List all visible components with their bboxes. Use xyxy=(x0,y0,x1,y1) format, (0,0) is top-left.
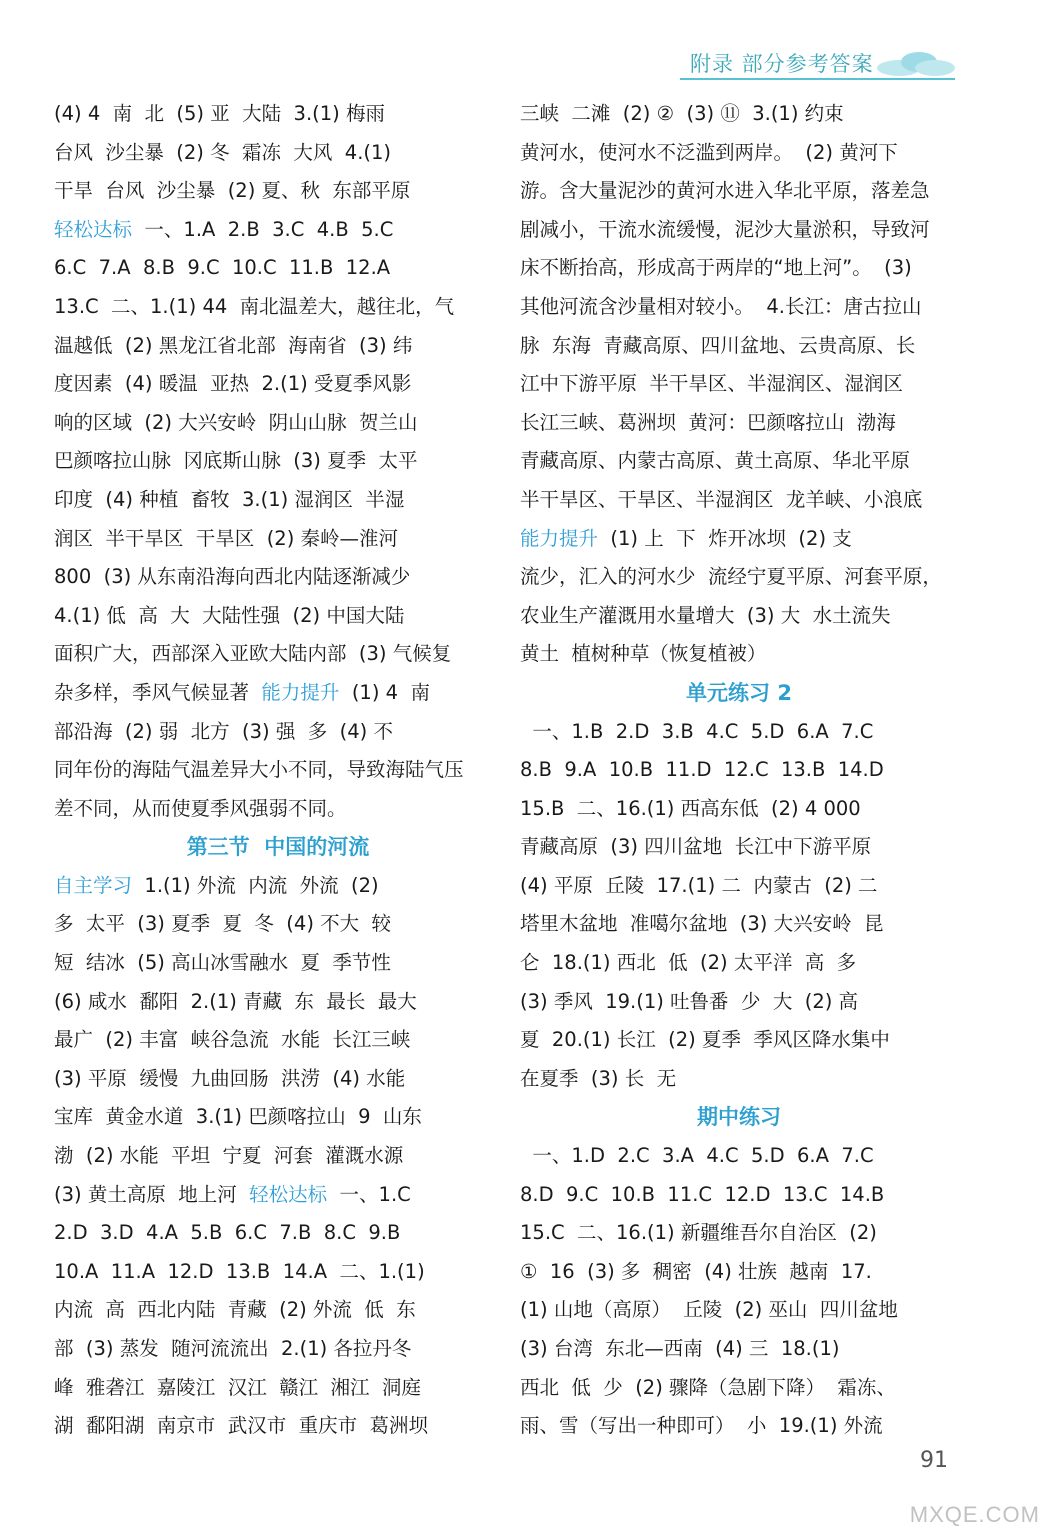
answer-line xyxy=(54,635,502,674)
answer-line xyxy=(54,211,502,250)
answer-text: 青藏高原、内蒙古高原、黄土高原、华北平原 xyxy=(520,449,911,473)
answer-text: 宝库 黄金水道 3.(1) 巴颜喀拉山 9 山东 xyxy=(54,1105,422,1129)
answer-text: 农业生产灌溉用水量增大 (3) 大 水土流失 xyxy=(520,603,891,627)
section-heading: 期中练习 xyxy=(697,1105,781,1130)
answer-text: 度因素 (4) 暖温 亚热 2.(1) 受夏季风影 xyxy=(54,372,412,396)
answer-text: 温越低 (2) 黑龙江省北部 海南省 (3) 纬 xyxy=(54,333,413,357)
answer-line xyxy=(520,95,958,134)
answer-line xyxy=(54,905,502,944)
answer-text: 内流 高 西北内陆 青藏 (2) 外流 低 东 xyxy=(54,1298,416,1322)
answer-line xyxy=(54,1137,502,1176)
section-tag: 能力提升 xyxy=(520,526,599,550)
answer-text: ① 16 (3) 多 稠密 (4) 壮族 越南 17. xyxy=(520,1259,872,1283)
cloud-icon xyxy=(869,46,959,78)
answer-line xyxy=(520,828,958,867)
answer-text: 13.C 二、1.(1) 44 南北温差大，越往北，气 xyxy=(54,294,455,318)
answer-line xyxy=(520,404,958,443)
answer-line xyxy=(520,1330,958,1369)
answer-text: (3) 平原 缓慢 九曲回肠 洪涝 (4) 水能 xyxy=(54,1066,406,1090)
answer-line xyxy=(520,713,958,752)
answer-text: 仑 18.(1) 西北 低 (2) 太平洋 高 多 xyxy=(520,951,857,975)
answer-text: 一、1.D 2.C 3.A 4.C 5.D 6.A 7.C xyxy=(520,1144,874,1168)
answer-text: 青藏高原 (3) 四川盆地 长江中下游平原 xyxy=(520,835,872,859)
answer-line xyxy=(54,983,502,1022)
answer-text: 响的区域 (2) 大兴安岭 阴山山脉 贺兰山 xyxy=(54,410,418,434)
answer-text: 脉 东海 青藏高原、四川盆地、云贵高原、长 xyxy=(520,333,916,357)
answer-line xyxy=(520,327,958,366)
answer-line xyxy=(54,520,502,559)
answer-text: 塔里木盆地 准噶尔盆地 (3) 大兴安岭 昆 xyxy=(520,912,884,936)
answer-line xyxy=(520,1407,958,1446)
answer-text: 黄土 植树种草（恢复植被） xyxy=(520,642,767,666)
page-header xyxy=(620,46,955,80)
answer-text: 湖 鄱阳湖 南京市 武汉市 重庆市 葛洲坝 xyxy=(54,1414,428,1438)
answer-line xyxy=(520,751,958,790)
answer-text: 差不同，从而使夏季风强弱不同。 xyxy=(54,796,347,820)
answer-line xyxy=(54,1021,502,1060)
answer-line xyxy=(54,249,502,288)
answer-text: 部沿海 (2) 弱 北方 (3) 强 多 (4) 不 xyxy=(54,719,393,743)
answer-line xyxy=(54,365,502,404)
answer-line xyxy=(520,172,958,211)
answer-line xyxy=(54,1176,502,1215)
answer-line xyxy=(520,905,958,944)
answer-line xyxy=(520,790,958,829)
answer-line xyxy=(520,520,958,559)
answer-text: (3) 黄土高原 地上河 xyxy=(54,1182,250,1206)
section-tag: 轻松达标 xyxy=(249,1182,328,1206)
answer-line xyxy=(54,95,502,134)
answer-text: 游。含大量泥沙的黄河水进入华北平原，落差急 xyxy=(520,179,930,203)
answer-text: 一、1.A 2.B 3.C 4.B 5.C xyxy=(132,217,394,241)
answer-line xyxy=(54,867,502,906)
answer-text: 最广 (2) 丰富 峡谷急流 水能 长江三峡 xyxy=(54,1028,411,1052)
answer-line xyxy=(54,1330,502,1369)
answer-line xyxy=(54,674,502,713)
answer-text: 短 结冰 (5) 高山冰雪融水 夏 季节性 xyxy=(54,951,391,975)
answer-text: 8.B 9.A 10.B 11.D 12.C 13.B 14.D xyxy=(520,758,884,782)
answer-line xyxy=(520,1176,958,1215)
answer-text: (6) 咸水 鄱阳 2.(1) 青藏 东 最长 最大 xyxy=(54,989,417,1013)
answer-line xyxy=(520,134,958,173)
answer-text: 同年份的海陆气温差异大小不同，导致海陆气压 xyxy=(54,758,464,782)
answer-line xyxy=(520,597,958,636)
answer-text: 部 (3) 蒸发 随河流流出 2.(1) 各拉丹冬 xyxy=(54,1337,412,1360)
answer-line xyxy=(54,944,502,983)
answer-text: 其他河流含沙量相对较小。 4.长江：唐古拉山 xyxy=(520,294,922,318)
answer-text: 杂多样，季风气候显著 xyxy=(54,680,262,704)
answer-text: (3) 台湾 东北—西南 (4) 三 18.(1) xyxy=(520,1337,840,1360)
answer-line xyxy=(520,867,958,906)
answer-line xyxy=(520,365,958,404)
answer-line xyxy=(520,211,958,250)
answer-line xyxy=(520,442,958,481)
answer-line xyxy=(54,713,502,752)
answer-line xyxy=(54,1098,502,1137)
answer-line xyxy=(520,635,958,674)
section-heading: 第三节 中国的河流 xyxy=(186,835,370,860)
answer-text: 8.D 9.C 10.B 11.C 12.D 13.C 14.B xyxy=(520,1182,885,1206)
answer-text: 巴颜喀拉山脉 冈底斯山脉 (3) 夏季 太平 xyxy=(54,449,418,473)
answer-line xyxy=(520,481,958,520)
left-column xyxy=(54,95,502,1446)
watermark-text: MXQE.COM xyxy=(909,1502,1040,1527)
answer-line xyxy=(54,1407,502,1446)
answer-text: 三峡 二滩 (2) ② (3) ⑪ 3.(1) 约束 xyxy=(520,102,844,125)
answer-text: 一、1.B 2.D 3.B 4.C 5.D 6.A 7.C xyxy=(520,719,874,743)
answer-text: (4) 4 南 北 (5) 亚 大陆 3.(1) 梅雨 xyxy=(54,102,385,125)
answer-line xyxy=(520,1291,958,1330)
answer-line xyxy=(54,172,502,211)
page-number: 91 xyxy=(920,1448,948,1473)
header-title: 附录 部分参考答案 xyxy=(690,52,874,76)
answer-line xyxy=(54,1291,502,1330)
answer-text: (4) 平原 丘陵 17.(1) 二 内蒙古 (2) 二 xyxy=(520,873,878,897)
answer-line xyxy=(54,134,502,173)
answer-text: 半干旱区、干旱区、半湿润区 龙羊峡、小浪底 xyxy=(520,487,923,511)
answer-line xyxy=(520,1214,958,1253)
answer-text: 江中下游平原 半干旱区、半湿润区、湿润区 xyxy=(520,372,903,396)
answer-text: (1) 4 南 xyxy=(339,680,430,704)
answer-text: 长江三峡、葛洲坝 黄河：巴颜喀拉山 渤海 xyxy=(520,410,896,434)
answer-text: 15.B 二、16.(1) 西高东低 (2) 4 000 xyxy=(520,796,861,820)
answer-line xyxy=(520,1253,958,1292)
answer-text: 2.D 3.D 4.A 5.B 6.C 7.B 8.C 9.B xyxy=(54,1221,401,1245)
answer-line xyxy=(520,1021,958,1060)
answer-line xyxy=(54,1214,502,1253)
answer-line xyxy=(520,249,958,288)
answer-text: 1.(1) 外流 内流 外流 (2) xyxy=(132,873,379,897)
section-tag: 自主学习 xyxy=(54,873,133,897)
answer-line xyxy=(520,1060,958,1099)
answer-text: 雨、雪（写出一种即可） 小 19.(1) 外流 xyxy=(520,1414,883,1438)
answer-line xyxy=(54,1369,502,1408)
answer-text: 面积广大，西部深入亚欧大陆内部 (3) 气候复 xyxy=(54,642,452,666)
answer-text: 4.(1) 低 高 大 大陆性强 (2) 中国大陆 xyxy=(54,603,405,627)
answer-text: 一、1.C xyxy=(327,1182,411,1206)
answer-line xyxy=(54,327,502,366)
answer-line xyxy=(54,481,502,520)
answer-text: 印度 (4) 种植 畜牧 3.(1) 湿润区 半湿 xyxy=(54,487,405,511)
answer-text: (3) 季风 19.(1) 吐鲁番 少 大 (2) 高 xyxy=(520,989,859,1013)
right-column xyxy=(520,95,958,1446)
answer-line xyxy=(54,442,502,481)
section-heading: 单元练习 2 xyxy=(686,680,792,705)
answer-line xyxy=(54,404,502,443)
section-tag: 轻松达标 xyxy=(54,217,133,241)
answer-text: 15.C 二、16.(1) 新疆维吾尔自治区 (2) xyxy=(520,1221,877,1245)
answer-text: 黄河水，使河水不泛滥到两岸。 (2) 黄河下 xyxy=(520,140,898,164)
answer-text: 润区 半干旱区 干旱区 (2) 秦岭—淮河 xyxy=(54,526,399,550)
header-rule xyxy=(680,78,955,80)
answer-line xyxy=(520,558,958,597)
answer-text: 渤 (2) 水能 平坦 宁夏 河套 灌溉水源 xyxy=(54,1144,404,1168)
answer-text: (1) 山地（高原） 丘陵 (2) 巫山 四川盆地 xyxy=(520,1298,898,1322)
answer-text: 在夏季 (3) 长 无 xyxy=(520,1066,677,1090)
answer-line xyxy=(520,288,958,327)
answer-text: 夏 20.(1) 长江 (2) 夏季 季风区降水集中 xyxy=(520,1028,890,1052)
answer-line xyxy=(520,983,958,1022)
answer-line xyxy=(520,1369,958,1408)
answer-line xyxy=(54,1253,502,1292)
answer-line xyxy=(54,751,502,790)
answer-text: 剧减小，干流水流缓慢，泥沙大量淤积，导致河 xyxy=(520,217,930,241)
answer-text: 流少，汇入的河水少 流经宁夏平原、河套平原， xyxy=(520,565,942,589)
answer-text: 峰 雅砻江 嘉陵江 汉江 赣江 湘江 洞庭 xyxy=(54,1375,421,1399)
answer-text: 800 (3) 从东南沿海向西北内陆逐渐减少 xyxy=(54,565,411,589)
answer-text: 床不断抬高，形成高于两岸的“地上河”。 (3) xyxy=(520,256,912,280)
answer-text: 6.C 7.A 8.B 9.C 10.C 11.B 12.A xyxy=(54,256,391,280)
answer-line xyxy=(54,288,502,327)
answer-line xyxy=(520,1137,958,1176)
answer-text: (1) 上 下 炸开冰坝 (2) 支 xyxy=(598,526,852,550)
answer-line xyxy=(54,1060,502,1099)
answer-line xyxy=(54,558,502,597)
answer-text: 西北 低 少 (2) 骤降（急剧下降） 霜冻、 xyxy=(520,1375,896,1399)
answer-line xyxy=(520,944,958,983)
answer-line xyxy=(54,790,502,829)
watermark xyxy=(880,1458,1040,1528)
answer-text: 台风 沙尘暴 (2) 冬 霜冻 大风 4.(1) xyxy=(54,140,392,164)
answer-text: 干旱 台风 沙尘暴 (2) 夏、秋 东部平原 xyxy=(54,179,411,203)
section-tag: 能力提升 xyxy=(261,680,340,704)
answer-line xyxy=(54,597,502,636)
answer-text: 多 太平 (3) 夏季 夏 冬 (4) 不大 较 xyxy=(54,912,392,936)
answer-text: 10.A 11.A 12.D 13.B 14.A 二、1.(1) xyxy=(54,1259,425,1283)
